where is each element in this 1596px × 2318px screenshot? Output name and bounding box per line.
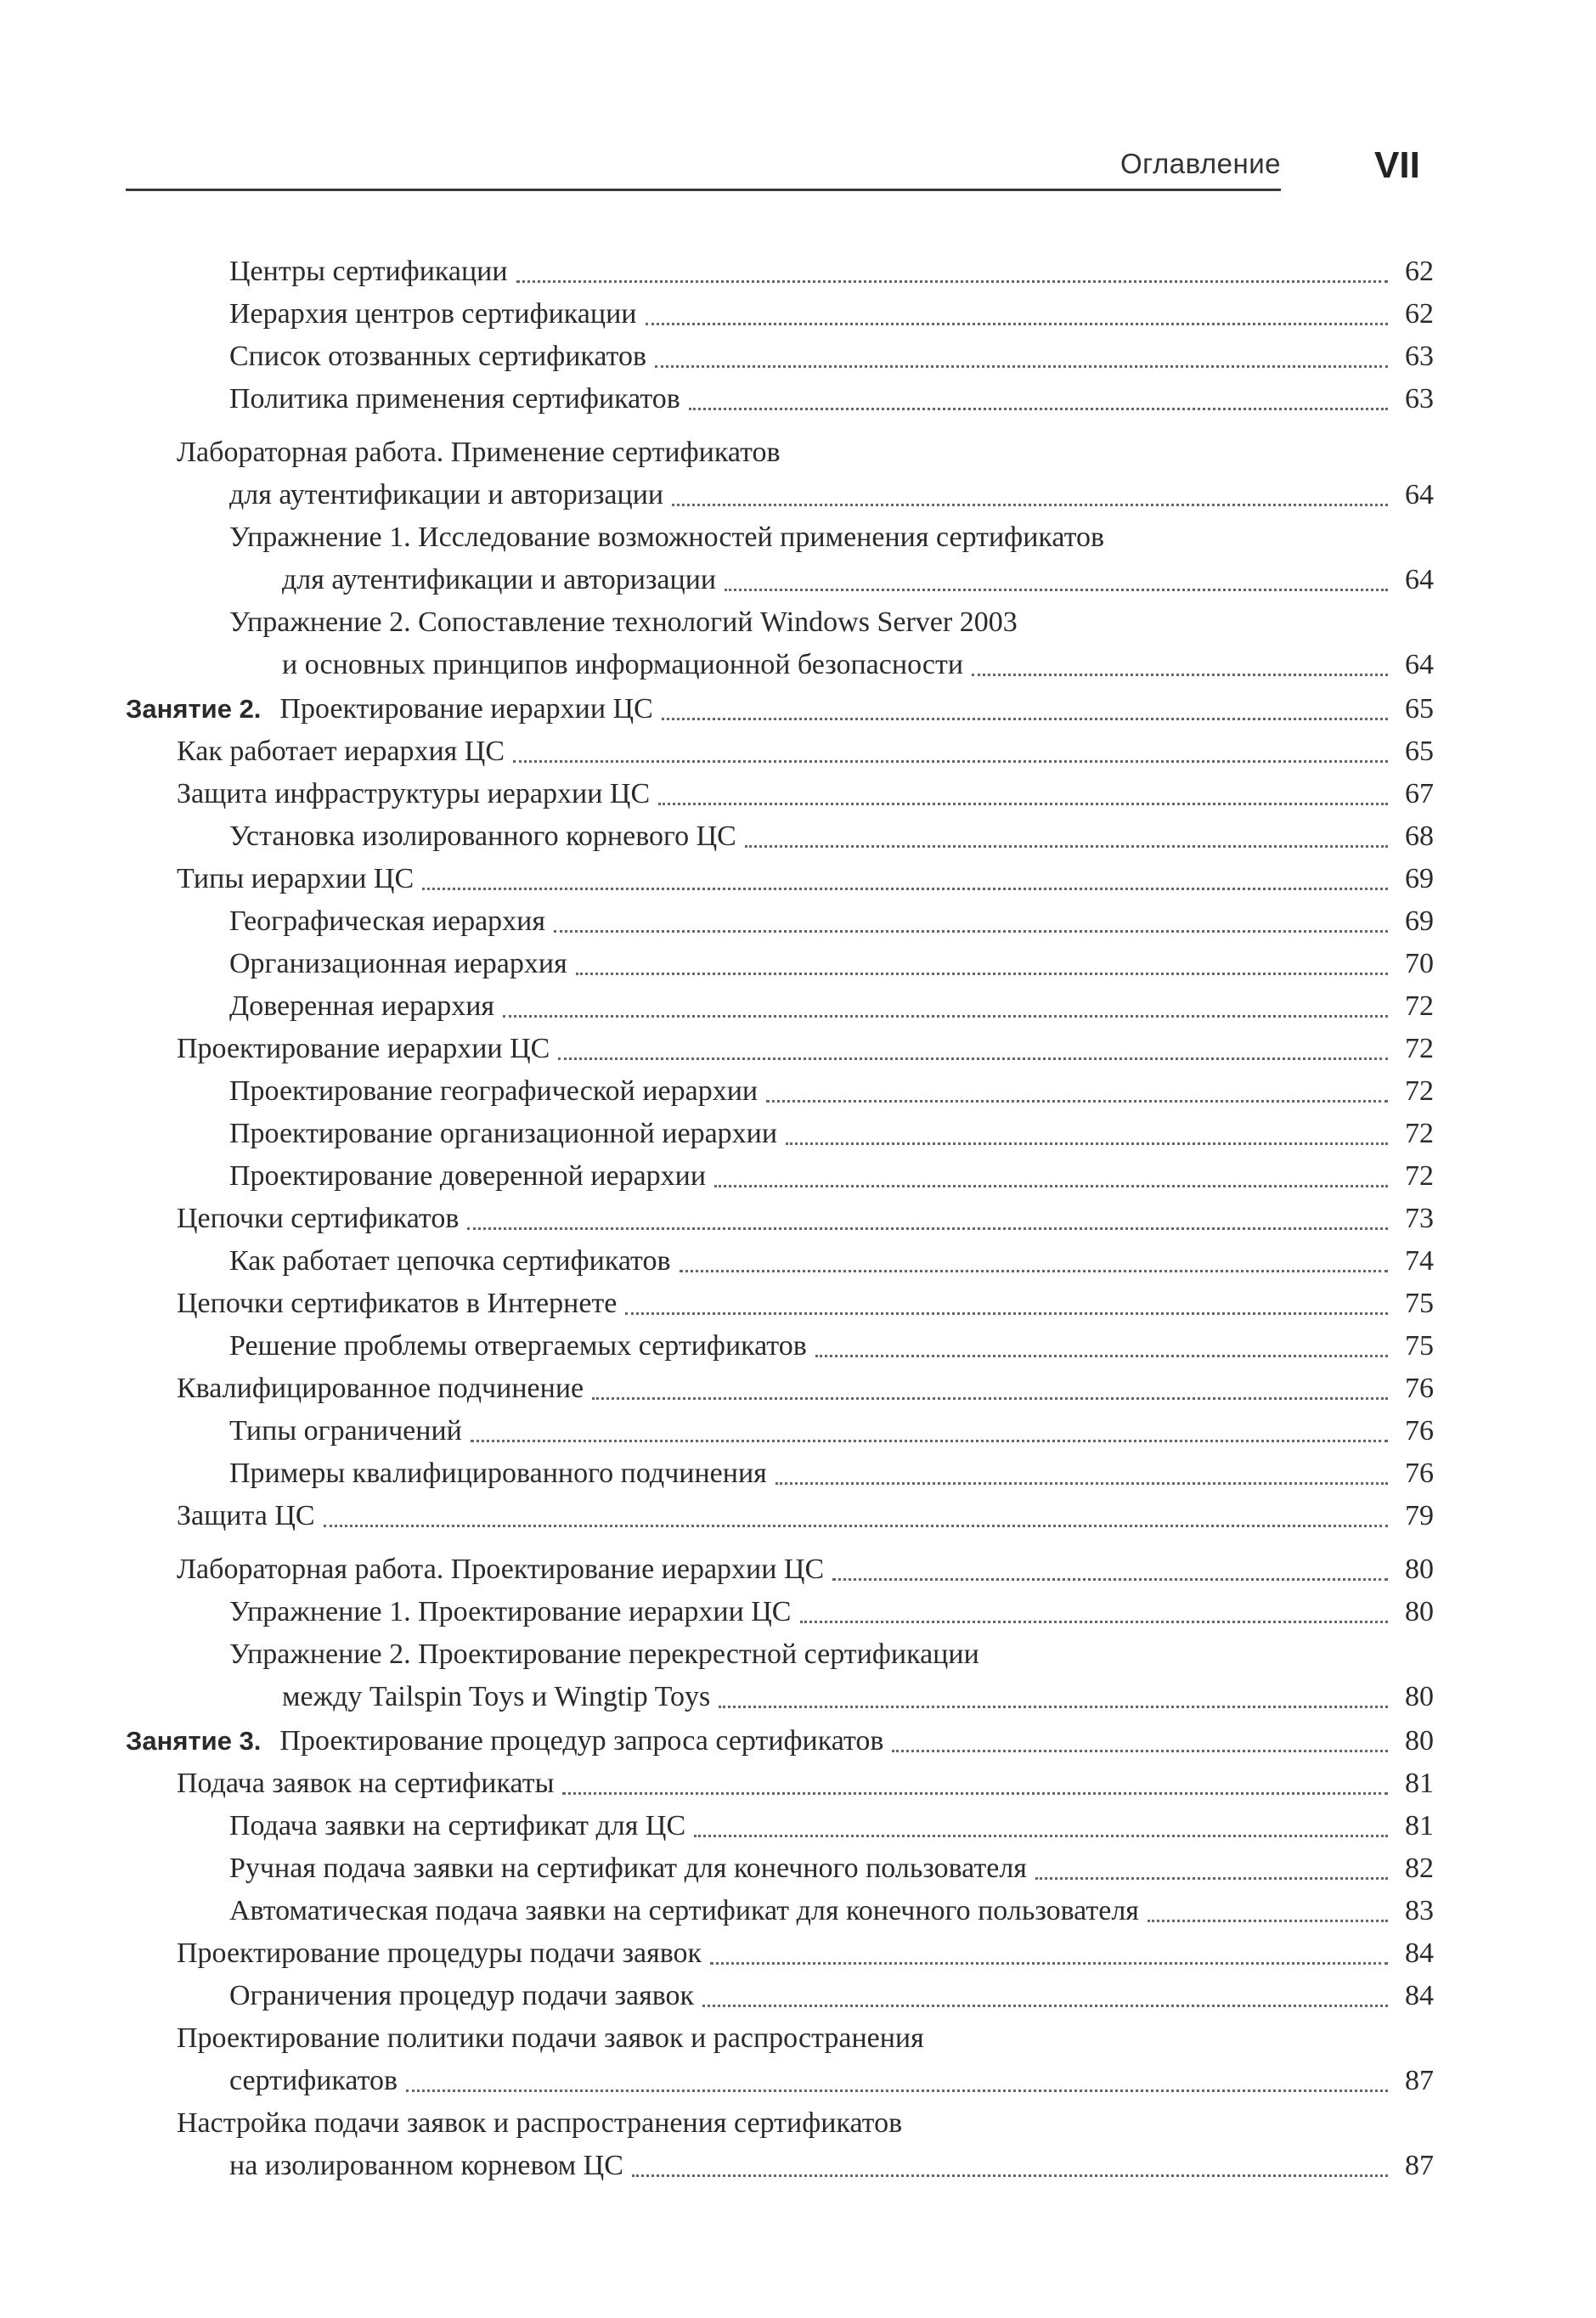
toc-entry-title: Иерархия центров сертификации xyxy=(229,298,637,330)
toc-page-number: 75 xyxy=(1405,1288,1434,1319)
toc-entry[interactable] xyxy=(126,1495,1434,1537)
toc-entry-title: Проектирование иерархии ЦС xyxy=(177,1033,550,1064)
toc-entry[interactable] xyxy=(126,378,1434,420)
toc-heading-text: Упражнение 2. Сопоставление технологий Windows Server 2003 xyxy=(229,606,1018,638)
toc-page-number: 75 xyxy=(1405,1330,1434,1362)
dot-leader xyxy=(562,1792,1388,1795)
dot-leader xyxy=(516,280,1388,283)
toc-entry[interactable] xyxy=(126,2060,1434,2102)
toc-entry[interactable] xyxy=(126,1155,1434,1198)
dot-leader xyxy=(576,973,1388,975)
toc-page-number: 87 xyxy=(1405,2065,1434,2096)
toc-page-number: 82 xyxy=(1405,1853,1434,1884)
toc-page-number: 80 xyxy=(1405,1725,1434,1757)
toc-entry[interactable] xyxy=(126,336,1434,378)
dot-leader xyxy=(680,1270,1389,1272)
toc-entry[interactable] xyxy=(126,1368,1434,1410)
toc-page-number: 72 xyxy=(1405,1075,1434,1107)
toc-page-number: 63 xyxy=(1405,341,1434,372)
toc-entry[interactable] xyxy=(126,293,1434,336)
toc-heading xyxy=(126,516,1434,559)
toc-entry-title: Цепочки сертификатов в Интернете xyxy=(177,1288,618,1319)
toc-page-number: 76 xyxy=(1405,1415,1434,1447)
toc-entry[interactable] xyxy=(126,985,1434,1028)
toc-page-number: 64 xyxy=(1405,564,1434,595)
dot-leader xyxy=(658,803,1388,805)
toc-page-number: 72 xyxy=(1405,990,1434,1022)
toc-page-number: 80 xyxy=(1405,1596,1434,1627)
dot-leader xyxy=(786,1142,1388,1145)
toc-page-number: 64 xyxy=(1405,649,1434,680)
toc-entry-title: Проектирование процедур запроса сертификатов xyxy=(279,1725,884,1757)
toc-entry[interactable] xyxy=(126,2145,1434,2187)
toc-entry-title: Типы иерархии ЦС xyxy=(177,863,415,894)
toc-entry-title: Подача заявки на сертификат для ЦС xyxy=(229,1810,686,1841)
toc-entry-title: Квалифицированное подчинение xyxy=(177,1373,584,1404)
toc-entry[interactable] xyxy=(126,559,1434,601)
toc-heading-text: Настройка подачи заявок и распространения сертификатов xyxy=(177,2107,903,2139)
dot-leader xyxy=(972,674,1388,676)
dot-leader xyxy=(655,365,1388,368)
toc-entry-title: Как работает иерархия ЦС xyxy=(177,736,505,767)
toc-entry[interactable] xyxy=(126,1325,1434,1368)
toc-entry[interactable] xyxy=(126,1591,1434,1633)
toc-page-number: 72 xyxy=(1405,1118,1434,1149)
dot-leader xyxy=(467,1227,1388,1230)
toc-page-number: 70 xyxy=(1405,948,1434,979)
dot-leader xyxy=(766,1100,1388,1103)
toc-entry[interactable] xyxy=(126,815,1434,858)
toc-heading xyxy=(126,601,1434,644)
dot-leader xyxy=(1035,1877,1388,1880)
dot-leader xyxy=(689,408,1388,410)
toc-page-number: 65 xyxy=(1405,736,1434,767)
toc-page-number: 67 xyxy=(1405,778,1434,809)
toc-entry-title: Упражнение 1. Проектирование иерархии ЦС xyxy=(229,1596,792,1627)
toc-page-number: 72 xyxy=(1405,1033,1434,1064)
toc-entry-title: и основных принципов информационной безопасности xyxy=(282,649,964,680)
toc-entry-title: Ограничения процедур подачи заявок xyxy=(229,1980,695,2011)
toc-entry[interactable] xyxy=(126,1762,1434,1805)
toc-entry-title: для аутентификации и авторизации xyxy=(282,564,717,595)
toc-entry-title: на изолированном корневом ЦС xyxy=(229,2150,623,2181)
toc-entry[interactable] xyxy=(126,1676,1434,1718)
toc-entry-title: Ручная подача заявки на сертификат для конечного пользователя xyxy=(229,1853,1027,1884)
toc-entry[interactable] xyxy=(126,1113,1434,1155)
toc-entry-title: Цепочки сертификатов xyxy=(177,1203,460,1234)
running-head-title: Оглавление xyxy=(1120,148,1281,179)
toc-entry[interactable] xyxy=(126,943,1434,985)
toc-heading-text: Упражнение 2. Проектирование перекрестной сертификации xyxy=(229,1638,979,1670)
toc-page-number: 63 xyxy=(1405,383,1434,415)
toc-entry[interactable] xyxy=(126,1028,1434,1070)
toc-entry[interactable] xyxy=(126,1847,1434,1890)
toc-page-number: 74 xyxy=(1405,1245,1434,1277)
toc-heading-text: Лабораторная работа. Применение сертификатов xyxy=(177,437,781,468)
dot-leader xyxy=(513,760,1388,763)
toc-heading xyxy=(126,2017,1434,2060)
toc-page-number: 81 xyxy=(1405,1810,1434,1841)
toc-heading xyxy=(126,431,1434,474)
toc-entry-title: Защита ЦС xyxy=(177,1500,315,1531)
toc-entry-title: Проектирование процедуры подачи заявок xyxy=(177,1937,702,1969)
toc-entry-title: Организационная иерархия xyxy=(229,948,567,979)
dot-leader xyxy=(745,845,1388,848)
toc-entry[interactable] xyxy=(126,1932,1434,1975)
toc-entry-title: между Tailspin Toys и Wingtip Toys xyxy=(282,1681,711,1712)
toc-entry-title: Примеры квалифицированного подчинения xyxy=(229,1458,767,1489)
toc-page-number: 80 xyxy=(1405,1681,1434,1712)
toc-entry-title: Подача заявок на сертификаты xyxy=(177,1768,555,1799)
toc-entry-title: Автоматическая подача заявки на сертификат для конечного пользователя xyxy=(229,1895,1139,1926)
dot-leader xyxy=(719,1706,1388,1708)
toc-entry[interactable] xyxy=(126,1198,1434,1240)
toc-entry-title: Политика применения сертификатов xyxy=(229,383,680,415)
toc-entry-title: Центры сертификации xyxy=(229,256,508,287)
toc-entry-title: Проектирование географической иерархии xyxy=(229,1075,759,1107)
toc-page-number: 64 xyxy=(1405,479,1434,510)
toc-page-number: 68 xyxy=(1405,821,1434,852)
dot-leader xyxy=(558,1057,1388,1060)
toc-entry[interactable] xyxy=(126,1548,1434,1591)
toc-page-number: 79 xyxy=(1405,1500,1434,1531)
dot-leader xyxy=(892,1750,1388,1752)
toc-entry-title: Географическая иерархия xyxy=(229,905,545,937)
toc-entry-title: Проектирование доверенной иерархии xyxy=(229,1160,707,1192)
toc-page-number: 76 xyxy=(1405,1458,1434,1489)
dot-leader xyxy=(471,1440,1388,1442)
toc-entry-title: для аутентификации и авторизации xyxy=(229,479,664,510)
toc-entry[interactable] xyxy=(126,474,1434,516)
dot-leader xyxy=(646,323,1389,325)
toc-page-number: 83 xyxy=(1405,1895,1434,1926)
dot-leader xyxy=(694,1835,1388,1837)
toc-page-number: 76 xyxy=(1405,1373,1434,1404)
dot-leader xyxy=(632,2174,1388,2177)
toc-entry[interactable] xyxy=(126,644,1434,686)
toc-heading xyxy=(126,2102,1434,2145)
toc-page-number: 72 xyxy=(1405,1160,1434,1192)
toc-entry-title: Как работает цепочка сертификатов xyxy=(229,1245,671,1277)
toc-entry[interactable] xyxy=(126,858,1434,900)
toc-entry[interactable] xyxy=(126,251,1434,293)
toc-page-number: 62 xyxy=(1405,298,1434,330)
dot-leader xyxy=(800,1621,1389,1623)
dot-leader xyxy=(714,1185,1388,1187)
toc-entry[interactable] xyxy=(126,1070,1434,1113)
toc-entry-title: Проектирование организационной иерархии xyxy=(229,1118,778,1149)
dot-leader xyxy=(554,930,1388,933)
toc-entry[interactable] xyxy=(126,1452,1434,1495)
table-of-contents xyxy=(126,251,1434,2187)
lesson-label: Занятие 3. xyxy=(126,1726,262,1756)
toc-page-number: 87 xyxy=(1405,2150,1434,2181)
dot-leader xyxy=(406,2090,1388,2092)
toc-entry-title: Установка изолированного корневого ЦС xyxy=(229,821,736,852)
dot-leader xyxy=(1148,1920,1388,1922)
dot-leader xyxy=(625,1312,1388,1315)
toc-entry-title: Проектирование иерархии ЦС xyxy=(279,693,653,725)
toc-entry-title: Защита инфраструктуры иерархии ЦС xyxy=(177,778,651,809)
dot-leader xyxy=(815,1355,1388,1357)
toc-entry[interactable] xyxy=(126,773,1434,815)
dot-leader xyxy=(710,1962,1388,1965)
toc-heading-text: Упражнение 1. Исследование возможностей применения сертификатов xyxy=(229,522,1105,553)
toc-entry-title: Решение проблемы отвергаемых сертификатов xyxy=(229,1330,807,1362)
dot-leader xyxy=(592,1397,1388,1400)
toc-entry[interactable] xyxy=(126,900,1434,943)
toc-page-number: 69 xyxy=(1405,905,1434,937)
dot-leader xyxy=(672,504,1388,506)
toc-entry-title: Доверенная иерархия xyxy=(229,990,495,1022)
toc-entry[interactable] xyxy=(126,1283,1434,1325)
dot-leader xyxy=(422,888,1388,890)
toc-entry[interactable] xyxy=(126,1890,1434,1932)
toc-page-number: 69 xyxy=(1405,863,1434,894)
toc-entry[interactable] xyxy=(126,1240,1434,1283)
toc-page-number: 81 xyxy=(1405,1768,1434,1799)
toc-heading-text: Проектирование политики подачи заявок и распространения xyxy=(177,2022,924,2054)
dot-leader xyxy=(775,1482,1388,1485)
toc-entry[interactable] xyxy=(126,1410,1434,1452)
toc-lesson-entry[interactable] xyxy=(126,1720,1434,1762)
toc-page-number: 80 xyxy=(1405,1554,1434,1585)
toc-entry-title: Лабораторная работа. Проектирование иерархии ЦС xyxy=(177,1554,825,1585)
toc-entry-title: сертификатов xyxy=(229,2065,398,2096)
dot-leader xyxy=(725,589,1388,591)
toc-page-number: 84 xyxy=(1405,1980,1434,2011)
toc-entry-title: Типы ограничений xyxy=(229,1415,462,1447)
dot-leader xyxy=(702,2005,1388,2007)
dot-leader xyxy=(832,1578,1388,1581)
toc-entry[interactable] xyxy=(126,1975,1434,2017)
toc-entry-title: Список отозванных сертификатов xyxy=(229,341,647,372)
toc-page-number: 62 xyxy=(1405,256,1434,287)
dot-leader xyxy=(324,1525,1388,1527)
toc-heading xyxy=(126,1633,1434,1676)
toc-lesson-entry[interactable] xyxy=(126,688,1434,730)
lesson-label: Занятие 2. xyxy=(126,694,262,724)
toc-entry[interactable] xyxy=(126,730,1434,773)
page-number: VII xyxy=(1374,144,1420,186)
toc-page-number: 73 xyxy=(1405,1203,1434,1234)
dot-leader xyxy=(503,1015,1388,1018)
toc-page-number: 65 xyxy=(1405,693,1434,725)
toc-page-number: 84 xyxy=(1405,1937,1434,1969)
dot-leader xyxy=(662,718,1388,720)
toc-entry[interactable] xyxy=(126,1805,1434,1847)
running-head xyxy=(126,127,1281,191)
